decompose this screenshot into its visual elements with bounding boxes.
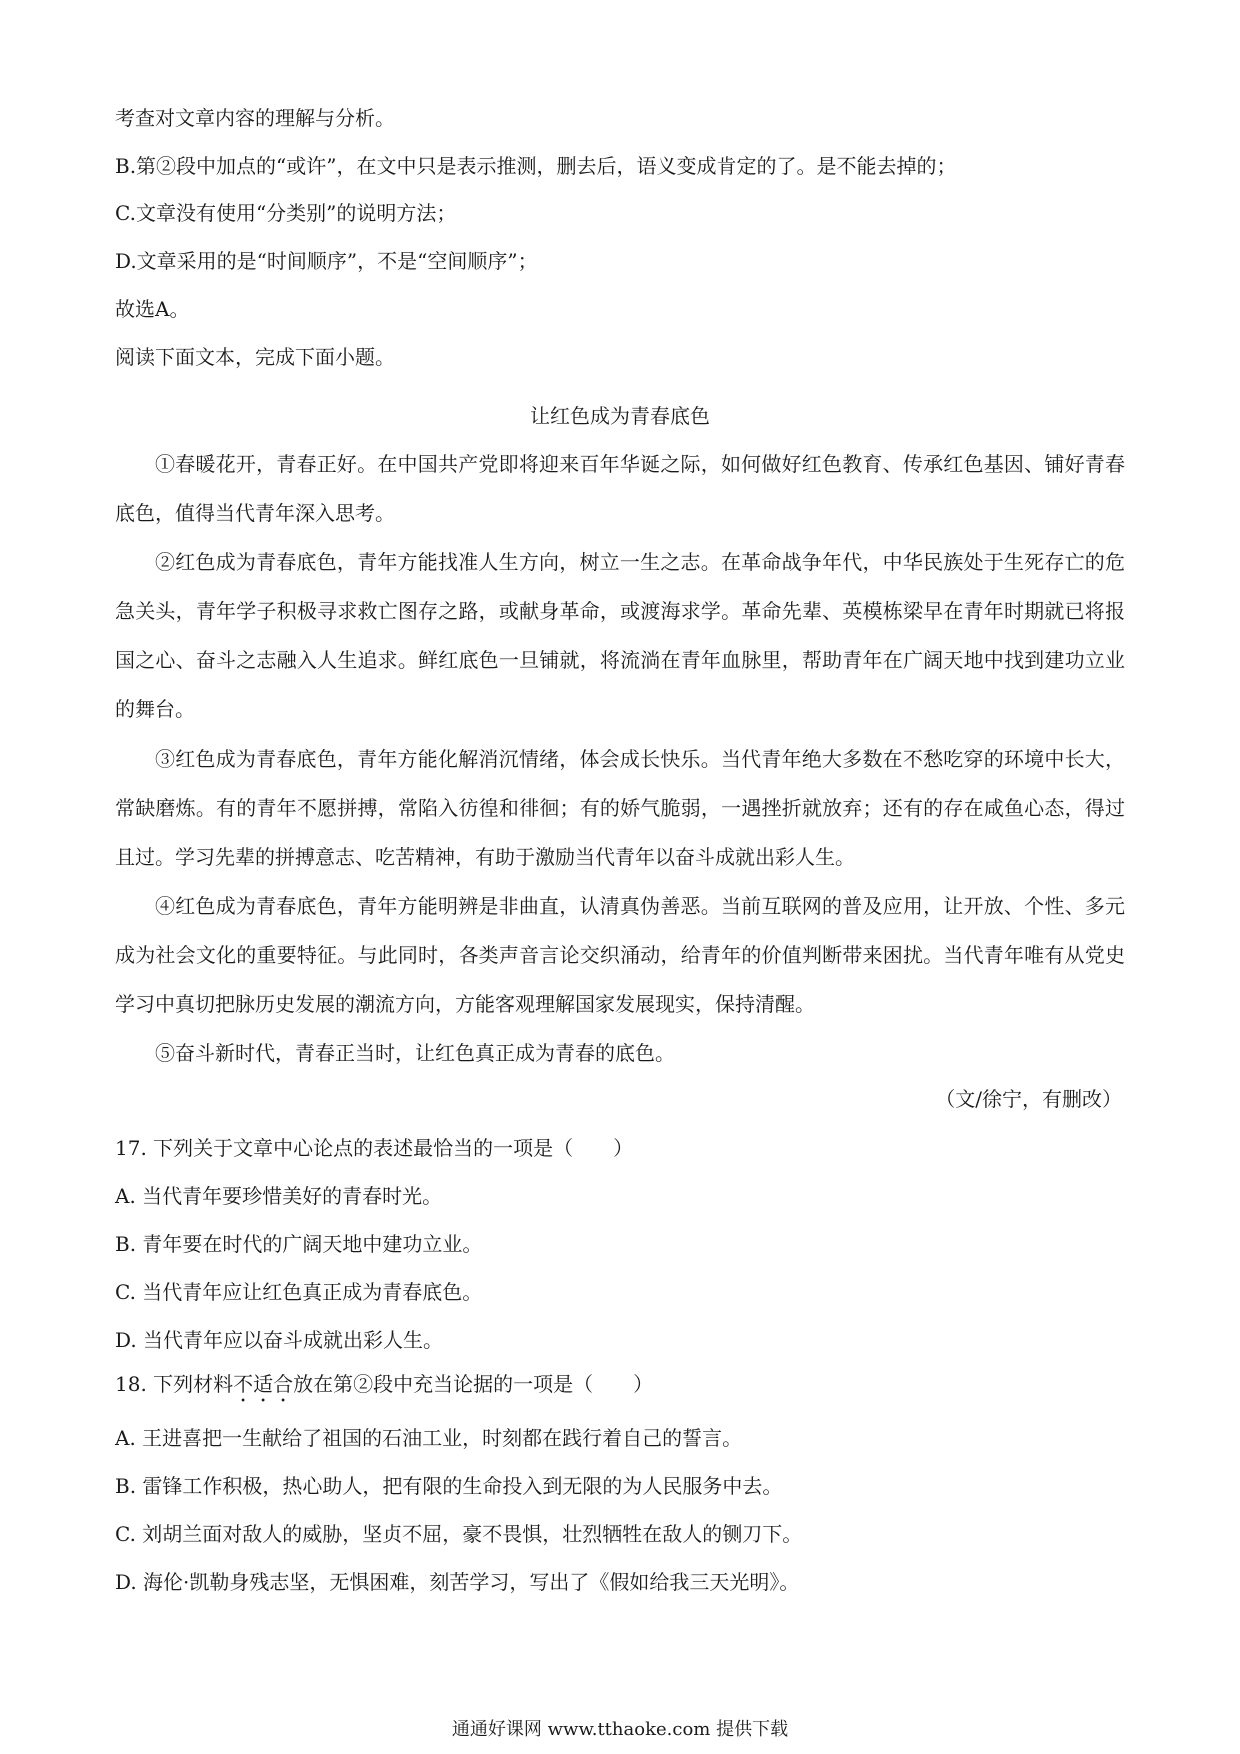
question-17-option-c: C. 当代青年应让红色真正成为青春底色。 xyxy=(115,1280,483,1304)
question-17-stem: 17. 下列关于文章中心论点的表述最恰当的一项是（ ） xyxy=(115,1136,634,1160)
question-17-option-b: B. 青年要在时代的广阔天地中建功立业。 xyxy=(115,1232,483,1256)
analysis-option-c: C.文章没有使用“分类别”的说明方法； xyxy=(115,201,457,225)
question-17-option-a: A. 当代青年要珍惜美好的青春时光。 xyxy=(115,1184,443,1208)
footer-download-notice: 通通好课网 www.tthaoke.com 提供下载 xyxy=(451,1719,789,1740)
article-paragraph-3: ③红色成为青春底色，青年方能化解消沉情绪，体会成长快乐。当代青年绝大多数在不愁吃穿的环境中长大，常缺磨炼。有的青年不愿拼搏，常陷入彷徨和徘徊；有的娇气脆弱，一遇挫折就放弃；还有的存在咸鱼心态，得过且过。学习先辈的拼搏意志、吃苦精神，有助于激励当代青年以奋斗成就出彩人生。 xyxy=(115,747,1125,869)
question-17-option-d: D. 当代青年应以奋斗成就出彩人生。 xyxy=(115,1328,444,1352)
article-title: 让红色成为青春底色 xyxy=(530,404,710,428)
question-18-option-b: B. 雷锋工作积极，热心助人，把有限的生命投入到无限的为人民服务中去。 xyxy=(115,1474,783,1498)
question-18-stem-start: 18. 下列材料 xyxy=(115,1372,234,1396)
article-paragraph-2: ②红色成为青春底色，青年方能找准人生方向，树立一生之志。在革命战争年代，中华民族处于生死存亡的危急关头，青年学子积极寻求救亡图存之路，或献身革命，或渡海求学。革命先辈、英模栋梁早在青年时期就已将报国之心、奋斗之志融入人生追求。鲜红底色一旦铺就，将流淌在青年血脉里，帮助青年在广阔天地中找到建功立业的舞台。 xyxy=(115,550,1125,721)
analysis-option-b: B.第②段中加点的“或许”，在文中只是表示推测，删去后，语义变成肯定的了。是不能去掉的； xyxy=(115,154,957,178)
reading-instruction: 阅读下面文本，完成下面小题。 xyxy=(115,345,395,369)
question-18-option-a: A. 王进喜把一生献给了祖国的石油工业，时刻都在践行着自己的誓言。 xyxy=(115,1426,743,1450)
analysis-answer: 故选A。 xyxy=(115,297,190,321)
article-source: （文/徐宁，有删改） xyxy=(935,1087,1122,1111)
question-18-stem xyxy=(115,1369,653,1407)
question-18-stem-end: 放在第②段中充当论据的一项是（ ） xyxy=(293,1372,654,1396)
analysis-option-d: D.文章采用的是“时间顺序”，不是“空间顺序”； xyxy=(115,249,538,273)
question-18-emphasized-word: 不适合 xyxy=(233,1372,294,1396)
analysis-intro: 考查对文章内容的理解与分析。 xyxy=(115,106,395,130)
article-paragraph-4: ④红色成为青春底色，青年方能明辨是非曲直，认清真伪善恶。当前互联网的普及应用，让开放、个性、多元成为社会文化的重要特征。与此同时，各类声音言论交织涌动，给青年的价值判断带来困扰。当代青年唯有从党史学习中真切把脉历史发展的潮流方向，方能客观理解国家发展现实，保持清醒。 xyxy=(115,894,1125,1016)
question-18-option-d: D. 海伦·凯勒身残志坚，无惧困难，刻苦学习，写出了《假如给我三天光明》。 xyxy=(115,1570,800,1594)
article-paragraph-5: ⑤奋斗新时代，青春正当时，让红色真正成为青春的底色。 xyxy=(155,1041,675,1065)
question-18-option-c: C. 刘胡兰面对敌人的威胁，坚贞不屈，豪不畏惧，壮烈牺牲在敌人的铡刀下。 xyxy=(115,1522,803,1546)
article-paragraph-1: ①春暖花开，青春正好。在中国共产党即将迎来百年华诞之际，如何做好红色教育、传承红色基因、铺好青春底色，值得当代青年深入思考。 xyxy=(115,452,1125,525)
